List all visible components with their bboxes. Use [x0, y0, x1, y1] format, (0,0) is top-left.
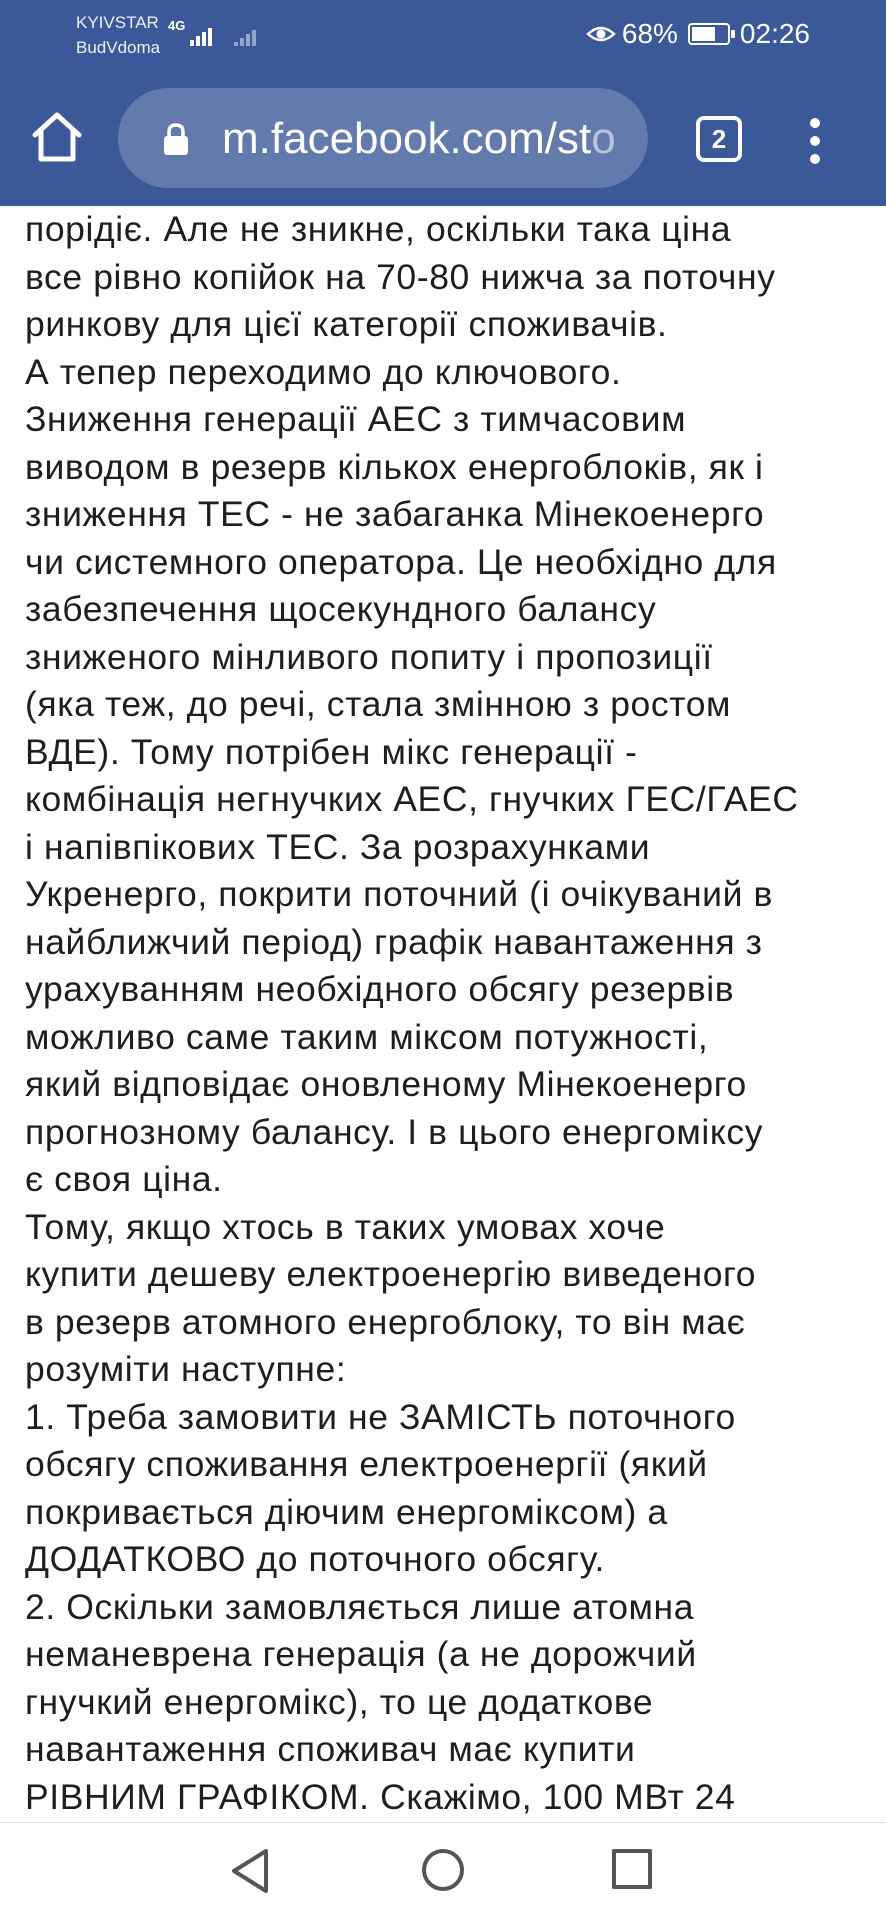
clock: 02:26 — [739, 18, 810, 49]
eye-comfort-icon — [586, 24, 616, 44]
text-line: виводом в резерв кількох енергоблоків, як і — [25, 446, 764, 487]
text-line: Укренерго, покрити поточний (і очікуваний в — [25, 874, 773, 914]
text-line: ДОДАТКОВО до поточного обсягу. — [25, 1539, 605, 1579]
lock-icon — [162, 122, 190, 156]
text-line: навантаження споживач має купити — [25, 1729, 636, 1769]
url-faded: o — [591, 114, 616, 163]
text-line: А тепер переходимо до ключового. — [25, 351, 622, 392]
text-line: розуміти наступне: — [25, 1349, 347, 1389]
carrier-info — [76, 10, 160, 60]
text-line: чи системного оператора. Це необхідно для — [25, 541, 777, 582]
signal-bar-icon — [246, 34, 250, 46]
carrier-2: BudVdoma — [76, 38, 161, 57]
status-right — [586, 16, 810, 52]
system-nav-bar — [0, 1822, 886, 1920]
carrier-1: KYIVSTAR — [76, 13, 159, 32]
signal-bar-icon — [196, 36, 200, 46]
text-line: порідіє. Але не зникне, оскільки така ціна — [25, 209, 732, 249]
network-type: 4G — [168, 18, 186, 33]
signal-bar-icon — [234, 42, 238, 46]
signal-bar-icon — [190, 40, 194, 46]
text-line: РІВНИМ ГРАФІКОМ. Скажімо, 100 МВт 24 — [25, 1776, 736, 1817]
text-line: Зниження генерації АЕС з тимчасовим — [25, 399, 687, 439]
signal-bar-icon — [240, 38, 244, 46]
tabs-button[interactable] — [696, 116, 742, 162]
text-line: ринкову для цієї категорії споживачів. — [25, 304, 668, 344]
recents-square-icon[interactable] — [612, 1849, 652, 1889]
browser-toolbar — [0, 0, 886, 206]
text-line: 2. Оскільки замовляється лише атомна — [25, 1586, 695, 1627]
text-line: неманеврена генерація (а не дорожчий — [25, 1634, 697, 1674]
text-line: в резерв атомного енергоблоку, то він має — [25, 1301, 746, 1342]
text-line: урахуванням необхідного обсягу резервів — [25, 969, 735, 1009]
url-text[interactable] — [222, 114, 616, 164]
text-line: зниження ТЕС - не забаганка Мінекоенерго — [25, 494, 765, 534]
url-row — [0, 80, 886, 200]
text-line: найближчий період) графік навантаження з — [25, 921, 763, 962]
text-line: забезпечення щосекундного балансу — [25, 589, 657, 629]
status-bar — [0, 0, 886, 70]
text-line: гнучкий енергомікс), то це додаткове — [25, 1681, 654, 1722]
text-line: і напівпікових ТЕС. За розрахунками — [25, 826, 651, 867]
battery-icon — [688, 23, 730, 45]
text-line: комбінація негнучких АЕС, гнучких ГЕС/ГАЕС — [25, 779, 799, 819]
home-circle-icon[interactable] — [420, 1847, 466, 1893]
text-line: який відповідає оновленому Мінекоенерго — [25, 1064, 747, 1104]
text-line: обсягу споживання електроенергії (який — [25, 1444, 708, 1484]
text-line: прогнозному балансу. І в цього енергоміксу — [25, 1111, 764, 1152]
text-line: Тому, якщо хтось в таких умовах хоче — [25, 1206, 666, 1247]
address-bar[interactable] — [118, 88, 648, 188]
text-line: 1. Треба замовити не ЗАМІСТЬ поточного — [25, 1396, 736, 1437]
tab-count: 2 — [711, 123, 727, 154]
signal-icons — [168, 14, 268, 50]
home-icon[interactable] — [30, 110, 84, 164]
signal-bar-icon — [252, 30, 256, 46]
url-main: m.facebook.com/st — [222, 114, 592, 163]
text-line: купити дешеву електроенергію виведеного — [25, 1254, 757, 1294]
more-vert-icon[interactable] — [800, 118, 830, 164]
signal-bar-icon — [202, 32, 206, 46]
text-line: є своя ціна. — [25, 1159, 223, 1199]
battery-fill — [692, 27, 715, 41]
back-triangle-icon[interactable] — [228, 1847, 272, 1895]
text-line: все рівно копійок на 70-80 нижча за поточну — [25, 256, 776, 297]
text-line: зниженого мінливого попиту і пропозиції — [25, 636, 713, 677]
signal-bar-icon — [208, 28, 212, 46]
post-text — [25, 206, 875, 1818]
text-line: ВДЕ). Тому потрібен мікс генерації - — [25, 731, 638, 772]
text-line: можливо саме таким міксом потужності, — [25, 1016, 709, 1057]
text-line: (яка теж, до речі, стала змінною з ростом — [25, 684, 732, 724]
battery-percent: 68% — [621, 18, 678, 49]
text-line: покривається діючим енергоміксом) а — [25, 1491, 668, 1532]
